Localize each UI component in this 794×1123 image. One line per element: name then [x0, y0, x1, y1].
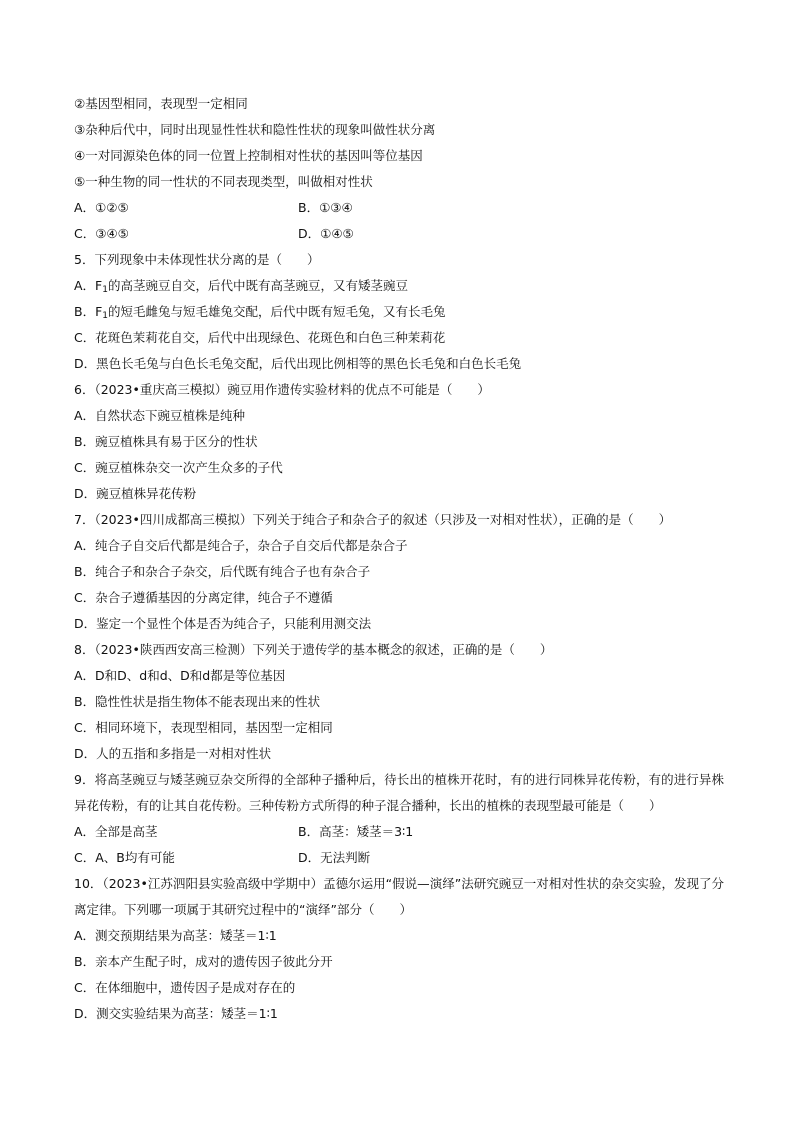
q7-option-d: D．鉴定一个显性个体是否为纯合子，只能利用测交法	[74, 616, 372, 631]
q9-option-c: C．A、B均有可能	[74, 850, 175, 865]
statement-2: ②基因型相同，表现型一定相同	[74, 96, 248, 111]
q7-stem: 7．（2023•四川成都高三模拟）下列关于纯合子和杂合子的叙述（只涉及一对相对性状），正确的是（ ）	[74, 512, 672, 527]
q7-option-c: C．杂合子遵循基因的分离定律，纯合子不遵循	[74, 590, 333, 605]
q5-option-b	[74, 304, 446, 324]
q5-option-b-subscript: 1	[102, 311, 108, 321]
q5-option-d: D．黑色长毛兔与白色长毛兔交配，后代出现比例相等的黑色长毛兔和白色长毛兔	[74, 356, 522, 371]
q10-stem: 10．（2023•江苏泗阳县实验高级中学期中）孟德尔运用“假说—演绎”法研究豌豆一对相对性状的杂交实验，发现了分离定律。下列哪一项属于其研究过程中的“演绎”部分（ ）	[74, 876, 724, 917]
q10-option-a: A．测交预期结果为高茎：矮茎＝1∶1	[74, 928, 277, 943]
q5-option-a	[74, 278, 408, 298]
q4-option-c: C．③④⑤	[74, 226, 129, 241]
q6-stem: 6．（2023•重庆高三模拟）豌豆用作遗传实验材料的优点不可能是（ ）	[74, 382, 490, 397]
q9-option-d: D．无法判断	[298, 850, 371, 865]
statement-4: ④一对同源染色体的同一位置上控制相对性状的基因叫等位基因	[74, 148, 423, 163]
q9-option-b: B．高茎：矮茎＝3∶1	[298, 824, 414, 839]
q8-option-d: D．人的五指和多指是一对相对性状	[74, 746, 272, 761]
q8-option-c: C．相同环境下，表现型相同，基因型一定相同	[74, 720, 333, 735]
q10-option-c: C．在体细胞中，遗传因子是成对存在的	[74, 980, 296, 995]
q5-option-b-prefix: B．F	[74, 304, 103, 319]
statement-3: ③杂种后代中，同时出现显性性状和隐性性状的现象叫做性状分离	[74, 122, 436, 137]
statement-5: ⑤一种生物的同一性状的不同表现类型，叫做相对性状	[74, 174, 373, 189]
q6-option-c: C．豌豆植株杂交一次产生众多的子代	[74, 460, 283, 475]
q8-option-a: A．D和D、d和d、D和d都是等位基因	[74, 668, 286, 683]
q7-option-a: A．纯合子自交后代都是纯合子，杂合子自交后代都是杂合子	[74, 538, 408, 553]
q6-option-d: D．豌豆植株异花传粉	[74, 486, 197, 501]
q9-stem: 9．将高茎豌豆与矮茎豌豆杂交所得的全部种子播种后，待长出的植株开花时，有的进行同株异花传粉，有的进行异株异花传粉，有的让其自花传粉。三种传粉方式所得的种子混合播种，长出的植株的表现型最可能是（ ）	[74, 772, 724, 813]
q10-option-d: D．测交实验结果为高茎：矮茎＝1∶1	[74, 1006, 278, 1021]
q6-option-a: A．自然状态下豌豆植株是纯种	[74, 408, 246, 423]
q7-option-b: B．纯合子和杂合子杂交，后代既有纯合子也有杂合子	[74, 564, 371, 579]
q4-option-a: A．①②⑤	[74, 200, 129, 215]
q4-option-b: B．①③④	[298, 200, 353, 215]
q8-option-b: B．隐性性状是指生物体不能表现出来的性状	[74, 694, 321, 709]
q9-option-a: A．全部是高茎	[74, 824, 158, 839]
q5-option-a-subscript: 1	[102, 285, 108, 295]
q10-option-b: B．亲本产生配子时，成对的遗传因子彼此分开	[74, 954, 333, 969]
q5-option-a-text: 的高茎豌豆自交，后代中既有高茎豌豆，又有矮茎豌豆	[107, 278, 408, 293]
q5-option-a-prefix: A．F	[74, 278, 103, 293]
q5-option-c: C．花斑色茉莉花自交，后代中出现绿色、花斑色和白色三种茉莉花	[74, 330, 446, 345]
q4-option-d: D．①④⑤	[298, 226, 354, 241]
q6-option-b: B．豌豆植株具有易于区分的性状	[74, 434, 258, 449]
q8-stem: 8．（2023•陕西西安高三检测）下列关于遗传学的基本概念的叙述，正确的是（ ）	[74, 642, 553, 657]
q5-option-b-text: 的短毛雌兔与短毛雄兔交配，后代中既有短毛兔，又有长毛兔	[108, 304, 446, 319]
q5-stem: 5．下列现象中未体现性状分离的是（ ）	[74, 252, 320, 267]
